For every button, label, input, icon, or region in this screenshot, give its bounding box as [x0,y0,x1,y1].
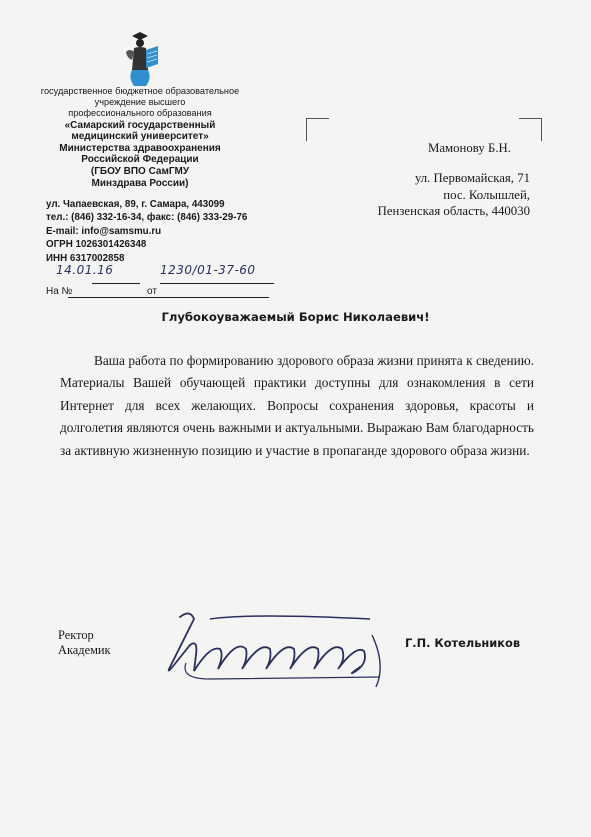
org-line: государственное бюджетное образовательное [40,86,240,96]
recipient-street: ул. Первомайская, 71 [414,171,530,186]
org-name-line: «Самарский государственный [64,119,216,131]
number-underline [160,283,274,284]
organization-header [40,86,240,189]
org-name-line: Минздрава России) [91,177,189,189]
reference-line [46,286,276,300]
label-ot: от [147,286,157,297]
recipient-town: пос. Колышлей, [443,187,530,202]
handwritten-signature [150,605,400,695]
handwritten-date: 14.01.16 [56,263,114,277]
label-na: На № [46,286,73,297]
email: E-mail: info@samsmu.ru [46,225,162,237]
salutation: Глубокоуважаемый Борис Николаевич! [161,310,430,324]
inn: ИНН 6317002858 [46,252,125,264]
recipient-block [360,140,530,220]
date-underline [92,283,140,284]
contact-details [46,198,247,265]
phone-fax: тел.: (846) 332-16-34, факс: (846) 333-29-76 [46,212,248,224]
org-name-line: медицинский университет» [71,131,209,143]
title-academician: Академик [58,643,111,658]
recipient-region: Пензенская область, 440030 [377,204,530,219]
org-name-line: Российской Федерации [81,154,199,166]
title-rector: Ректор [58,628,94,642]
address: ул. Чапаевская, 89, г. Самара, 443099 [46,199,225,210]
reference-date-underline [157,297,269,298]
org-name-line: Министерства здравоохранения [59,142,221,154]
signatory-name: Г.П. Котельников [405,636,521,650]
address-bracket-right [519,118,542,141]
address-bracket-left [306,118,329,141]
handwritten-reg-number: 1230/01-37-60 [160,263,256,277]
org-line: профессионального образования [68,108,212,119]
signatory-titles [58,628,111,659]
org-name-line: (ГБОУ ВПО СамГМУ [90,165,190,177]
letter-body: Ваша работа по формированию здорового образа жизни принята к сведению. Материалы Вашей обучающей практики доступны для ознакомления в сети Интернет для всех желающих. Вопросы сохранения здоровья, красоты и долголетия являются очень важными и актуальными. Выражаю Вам благодарность за активную жизненную позицию и участие в пропаганде здорового образа жизни. [60,353,534,458]
recipient-name: Мамонову Б.Н. [428,141,511,155]
ogrn: ОГРН 1026301426348 [46,239,147,251]
org-line: учреждение высшего [94,97,186,108]
university-logo-icon [118,30,162,88]
